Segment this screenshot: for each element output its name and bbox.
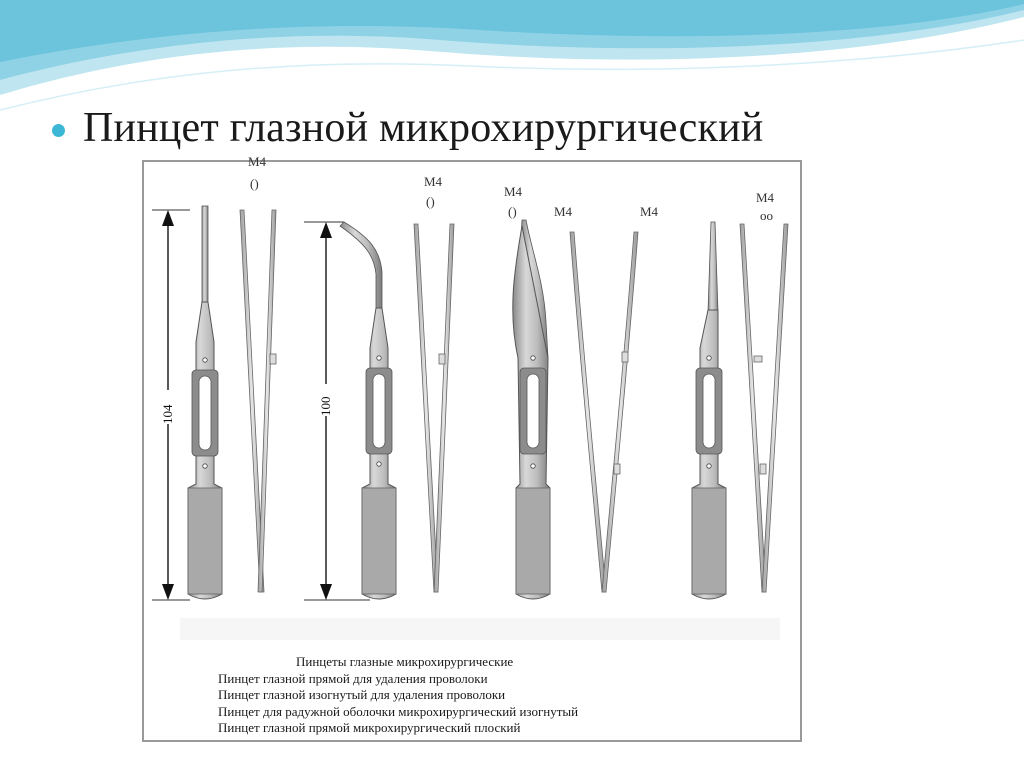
- dimension-label-100: 100: [318, 396, 333, 416]
- figure-caption: [218, 654, 718, 737]
- tip-label-m4-3: M4: [504, 184, 523, 199]
- tip-label-m4-5: M4: [640, 204, 659, 219]
- forceps-bent-front: [340, 222, 396, 599]
- dimension-100: [304, 222, 370, 600]
- bullet-icon: [52, 124, 65, 137]
- tip-label-m4-1: M4: [248, 154, 267, 169]
- forceps-straight-side: [240, 154, 276, 592]
- caption-line: Пинцет глазной прямой микрохирургический плоский: [218, 720, 521, 735]
- forceps-bent-side: [414, 174, 454, 592]
- slide-title-row: [52, 98, 763, 158]
- forceps-iris-curved-front: [504, 184, 550, 599]
- forceps-straight-front: [188, 206, 222, 599]
- svg-text:oo: oo: [760, 208, 773, 223]
- svg-text:(): (): [508, 204, 517, 219]
- caption-line: Пинцет для радужной оболочки микрохирургический изогнутый: [218, 703, 579, 719]
- slide-title: Пинцет глазной микрохирургический: [83, 105, 764, 151]
- forceps-iris-curved-side: [554, 204, 659, 592]
- caption-line: Пинцет глазной прямой для удаления проволоки: [218, 670, 488, 686]
- dimension-label-104: 104: [160, 404, 175, 424]
- tip-label-m4-6: M4: [756, 190, 775, 205]
- forceps-flat-side: [740, 190, 788, 592]
- forceps-flat-front: [692, 222, 726, 599]
- svg-text:(): (): [426, 194, 435, 209]
- svg-text:(): (): [250, 176, 259, 191]
- caption-line: Пинцет глазной изогнутый для удаления проволоки: [218, 687, 506, 702]
- caption-heading: Пинцеты глазные микрохирургические: [296, 654, 514, 669]
- header-wave-decoration: [0, 0, 1024, 110]
- forceps-figure: [142, 154, 802, 742]
- tip-label-m4-2: M4: [424, 174, 443, 189]
- tip-label-m4-4: M4: [554, 204, 573, 219]
